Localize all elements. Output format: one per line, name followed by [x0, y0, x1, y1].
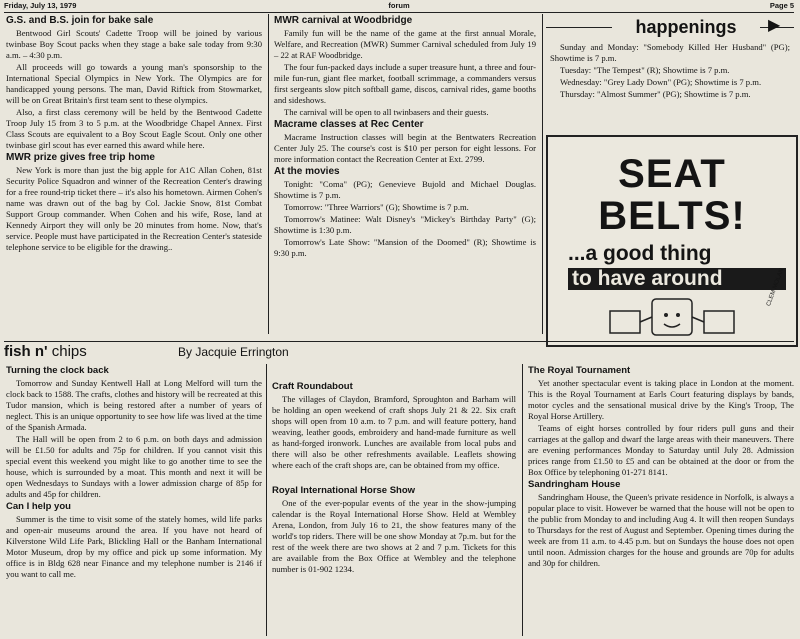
- movie-listing: Wednesday: "Grey Lady Down" (PG); Showtime is 7 p.m.: [560, 77, 762, 87]
- column-divider: [266, 364, 267, 636]
- header-page-number: Page 5: [769, 1, 794, 10]
- headline-sandringham: Sandringham House: [528, 479, 621, 490]
- paragraph: Summer is the time to visit some of the stately homes, wild life parks and open-air museums around the area. If you have not heard of Kilverstone Wild Life Park, Blickling Hall or the Banham International Motor Museum, drop by my office and pick up some information. My office is in Bldg 628 near Finance and my telephone number is 2146 if you want to call me.: [6, 514, 262, 579]
- paragraph: Family fun will be the name of the game at the first annual Morale, Welfare, and Recreation (MWR) Summer Carnival scheduled from July 19 – 22 at RAF Woodbridge.: [274, 28, 536, 60]
- headline-carnival: MWR carnival at Woodbridge: [274, 15, 413, 26]
- ad-artist-credit: CLEM MOLAN: [766, 267, 786, 308]
- arrow-right-icon: ▶: [768, 15, 781, 34]
- ad-line-belts: BELTS!: [598, 194, 746, 238]
- paragraph: New York is more than just the big apple for A1C Allan Cohen, 81st Security Police Squadron and winner of the Recreation Center's drawing for a free round-trip ticket there – it's also his hometown. Airmen Cohen's name was drawn out of the bag by Col. Jackie Snow, 81st Combat Support Group commander. When Cohen and his wife, Rose, land at Kennedy Airport they will only be 20 minutes from home. Now, that's service. People must have participated in the Recreation Center's stateside telephone service to be eligible for the drawing..: [6, 165, 262, 252]
- headline-craft: Craft Roundabout: [272, 381, 353, 392]
- lower-column-1: [6, 364, 262, 581]
- ad-headline: [548, 153, 796, 237]
- headline-horse-show: Royal International Horse Show: [272, 485, 416, 496]
- movie-listing: Tomorrow's Matinee: Walt Disney's "Mickey's Birthday Party" (G); Showtime is 1:30 p.m.: [274, 214, 536, 235]
- headline-tournament: The Royal Tournament: [528, 365, 631, 376]
- movie-listing: Sunday and Monday: "Somebody Killed Her Husband" (PG); Showtime is 7 p.m.: [550, 42, 790, 63]
- paragraph: One of the ever-popular events of the year in the show-jumping calendar is the Royal International Horse Show. Held at Wembley Arena, London, from July 16 to 21, the show features many of the world's top riders. There will be one show Monday at 7p.m. but for the rest of the week there are two shows at 2 and 7 p.m. Tickets for this are available from the Box Office at Wembley and the telephone number is 01-902 1234.: [272, 498, 516, 574]
- paragraph: Tomorrow and Sunday Kentwell Hall at Long Melford will turn the clock back to 1588. The crafts, clothes and history will be recreated at this Tudor mansion, which is being restored after a number of years of neglect. This is an unique opportunity to see how life was lived at the time of the Spanish Armada.: [6, 378, 262, 432]
- ad-line-seat: SEAT: [618, 152, 726, 196]
- movie-listing: Tomorrow's Late Show: "Mansion of the Doomed" (R); Showtime is 9:30 p.m.: [274, 237, 536, 258]
- headline-bake-sale: G.S. and B.S. join for bake sale: [6, 15, 154, 26]
- column-2: [274, 14, 536, 260]
- paragraph: Sandringham House, the Queen's private residence in Norfolk, is always a popular place to visit. However be warned that the house will not be open to the public from Monday to and including Aug 4. It will then reopen Sundays to Thursdays for the rest of August and September. Opening times during the week are from 11 a.m. to 4.45 p.m. but on Sundays the house does not open until noon. Admission charges for the house and grounds are 70p for adults and 30p for children.: [528, 492, 794, 568]
- column-1: [6, 14, 262, 254]
- paragraph: Yet another spectacular event is taking place in London at the moment. This is the Royal Tournament at Earls Court featuring displays by bands, motor cycles and the sensational musical drive by the King's Troop, The Royal Horse Artillery.: [528, 378, 794, 421]
- seat-belts-ad: [546, 135, 798, 347]
- lower-column-2: [272, 380, 516, 576]
- fish-n-chips-banner: [4, 343, 87, 361]
- section-rule: [4, 341, 794, 342]
- movie-listing: Tuesday: "The Tempest" (R); Showtime is 7 p.m.: [560, 65, 730, 75]
- column-divider: [542, 14, 543, 334]
- header-date: Friday, July 13, 1979: [4, 1, 77, 10]
- paragraph: The carnival will be open to all twinbasers and their guests.: [284, 107, 489, 117]
- paragraph: The villages of Claydon, Bramford, Sproughton and Barham will be holding an open weekend of craft shops July 21 & 22. Six craft shops will open from 10 a.m. to 7 p.m. and will feature pottery, hand weaving, leather goods, embroidery and hand-made furniture as well as hand-forged ironwork. Lunches are available from local pubs and there will also be other refreshments available. Leaflets showing where each of the craft shops are, can be obtained from my office.: [272, 394, 516, 470]
- happenings-title: happenings: [612, 17, 760, 37]
- headline-macrame: Macrame classes at Rec Center: [274, 119, 424, 130]
- headline-clock-back: Turning the clock back: [6, 365, 109, 376]
- paragraph: All proceeds will go towards a young man's sponsorship to the International Special Olympics in New York. The Olympics are for handicapped young persons. The man, David Riftick from Stowmarket, will be on Great Britain's first team sent to these olympics.: [6, 62, 262, 105]
- paragraph: Bentwood Girl Scouts' Cadette Troop will be joined by various twinbase Boy Scout packs when they stage a bake sale today from 9:30 a.m. – 4:30 p.m.: [6, 28, 262, 60]
- paragraph: The four fun-packed days include a super treasure hunt, a three and four-mile fun-run, giant flee market, football scrimmage, a commanders versus first sergeants slow pitch softball game, discos, carnival rides, game booths and sideshows.: [274, 62, 536, 105]
- movie-listing: Tonight: "Coma" (PG); Genevieve Bujold and Michael Douglas. Showtime is 7 p.m.: [274, 179, 536, 200]
- page-header: [4, 1, 794, 12]
- ad-tagline: ...a good thing: [568, 242, 712, 265]
- header-paper-name: forum: [388, 1, 410, 10]
- paragraph: The Hall will be open from 2 to 6 p.m. on both days and admission will be £1.50 for adults and 75p for children. If you cannot visit this special event this weekend you might like to go another time to see the house, which is surrounded by a moat. This month and next it will be open Wednesdays to Sundays with a lower admission charge of 85p for adults and 45p for children.: [6, 434, 262, 499]
- banner-word-chips: chips: [51, 343, 87, 360]
- paragraph: Macrame Instruction classes will begin at the Bentwaters Recreation Center July 25. The course's cost is $10 per person for eight lessons. For more information contact the Recreation Center at Ext. 2799.: [274, 132, 536, 164]
- spacer: [272, 472, 516, 484]
- headline-movies: At the movies: [274, 166, 340, 177]
- paragraph: Teams of eight horses controlled by four riders pull guns and their carriages at the gallop and dwarf the large areas with their maneuvers. There are evening performances Monday to Saturday until July 28. Admission prices range from £1.50 to £5 and can be obtained at the door or from the Box Office by telephoning 01-271 8141.: [528, 423, 794, 477]
- column-divider: [522, 364, 523, 636]
- movie-listing: Thursday: "Almost Summer" (PG); Showtime is 7 p.m.: [560, 89, 751, 99]
- headline-prize-trip: MWR prize gives free trip home: [6, 152, 155, 163]
- banner-word-fish: fish n': [4, 343, 48, 360]
- column-3: [550, 42, 790, 101]
- column-divider: [268, 14, 269, 334]
- movie-listing: Tomorrow: "Three Warriors" (G); Showtime is 7 p.m.: [284, 202, 469, 212]
- seat-belt-buckle-icon: [608, 295, 738, 339]
- paragraph: Also, a first class ceremony will be held by the Bentwood Cadette Troop July 15 from 3 to 5 p.m. at the Woodbridge Chapel Annex. First Class Scouts are equivalent to a Boy Scout Eagle Scout. Only one other twinbase girl scout has ever earned this award while here.: [6, 107, 262, 150]
- header-rule: [4, 12, 794, 13]
- byline: By Jacquie Errington: [178, 345, 289, 359]
- headline-help: Can I help you: [6, 501, 71, 512]
- ad-tagline-2: to have around: [568, 268, 786, 290]
- lower-column-3: [528, 364, 794, 570]
